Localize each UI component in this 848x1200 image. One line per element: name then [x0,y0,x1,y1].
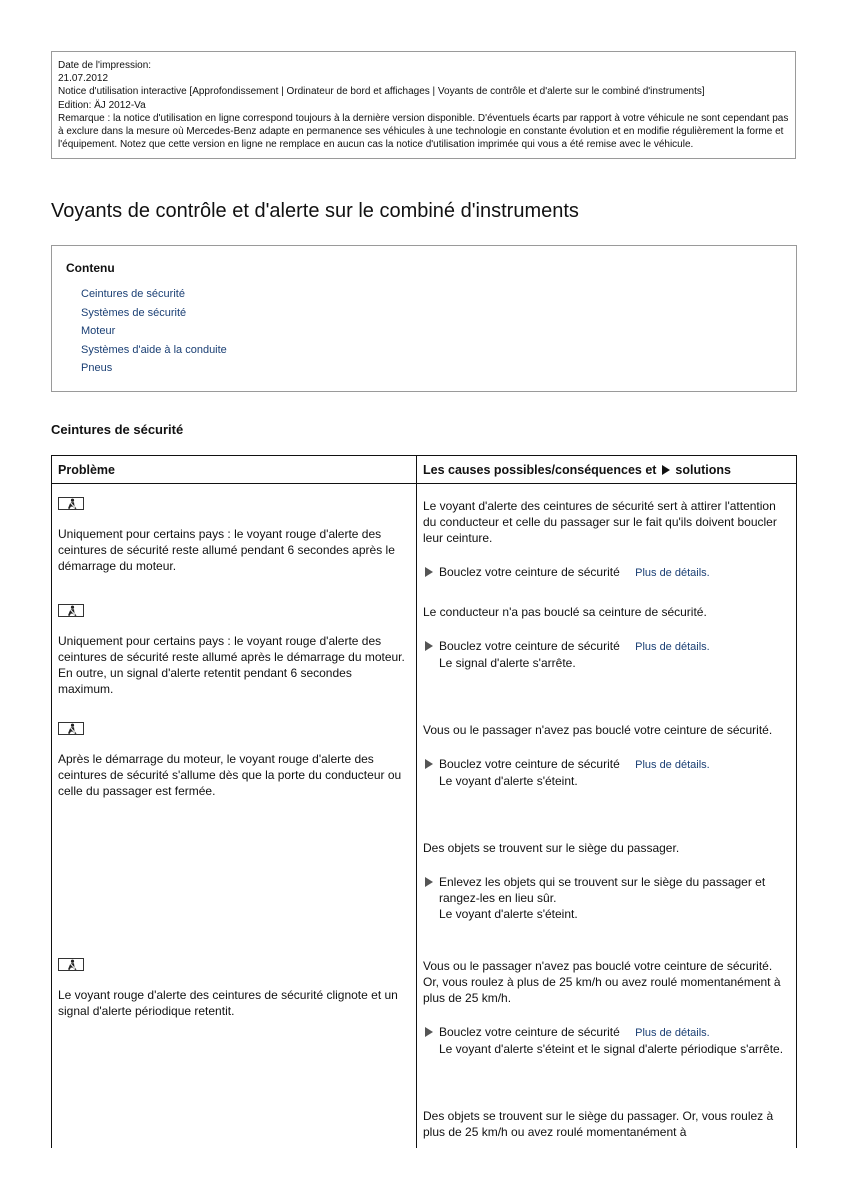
cause-cell [417,1108,797,1148]
problem-text: Uniquement pour certains pays : le voyant rouge d'alerte des ceintures de sécurité reste allumé pendant 6 secondes après le démarrage du moteur. [58,527,395,573]
solution-item [423,638,790,671]
triangle-right-icon [662,465,670,475]
triangle-right-icon [425,1027,433,1037]
solution-item [423,1024,790,1057]
solution-text: Bouclez votre ceinture de sécurité [439,639,620,653]
triangle-right-icon [425,567,433,577]
breadcrumb: Notice d'utilisation interactive [Approfondissement | Ordinateur de bord et affichages | Voyants de contrôle et d'alerte sur le combiné d'instruments] [58,86,705,98]
problem-cell [52,1108,417,1148]
col-header-problem: Problème [52,456,417,484]
toc-heading: Contenu [66,261,115,275]
causes-table [51,455,797,1148]
table-row [52,484,797,605]
section-title: Ceintures de sécurité [51,422,184,437]
table-row [52,1108,797,1148]
print-date-label: Date de l'impression: [58,60,152,71]
solution-note: Le voyant d'alerte s'éteint et le signal d'alerte périodique s'arrête. [439,1042,784,1056]
details-link[interactable]: Plus de détails. [635,641,710,653]
solution-text: Bouclez votre ceinture de sécurité [439,565,620,579]
details-link[interactable]: Plus de détails. [635,567,710,579]
toc-box [51,245,797,392]
toc-list [66,285,782,378]
solution-item [423,756,790,789]
remark: Remarque : la notice d'utilisation en ligne correspond toujours à la dernière version disponible. D'éventuels écarts par rapport à votre véhicule ne sont cependant pas à exclure dans la mesure où Mercedes-Benz adapte en permanence ses véhicules à une technologie en constante évolution et en modifie régulièrement la forme et l'équipement. Notez que cette version en ligne ne remplace en aucun cas la notice d'utilisation imprimée qui vous a été remise avec le véhicule. [58,112,789,151]
edition: Edition: ÄJ 2012-Va [58,99,146,111]
seatbelt-warning-icon [58,604,84,617]
problem-cell [52,484,417,605]
toc-link-pneus[interactable]: Pneus [81,362,113,375]
seatbelt-warning-icon [58,722,84,735]
cause-cell [417,604,797,722]
solution-note: Le voyant d'alerte s'éteint. [439,774,578,788]
page-title: Voyants de contrôle et d'alerte sur le combiné d'instruments [51,200,579,222]
seatbelt-warning-icon [58,958,84,971]
cause-cell [417,484,797,605]
cause-text: Des objets se trouvent sur le siège du passager. Or, vous roulez à plus de 25 km/h ou avez roulé momentanément à [423,1109,774,1139]
problem-text: Uniquement pour certains pays : le voyant rouge d'alerte des ceintures de sécurité reste allumé après le démarrage du moteur. En outre, un signal d'alerte retentit pendant 6 secondes maximum. [58,634,405,696]
triangle-right-icon [425,759,433,769]
toc-link-ceintures[interactable]: Ceintures de sécurité [81,288,185,300]
triangle-right-icon [425,877,433,887]
seatbelt-warning-icon [58,497,84,510]
col-header-causes [417,456,797,484]
problem-cell [52,958,417,1108]
solution-text: Enlevez les objets qui se trouvent sur le siège du passager et rangez-les en lieu sûr. [439,875,766,905]
table-header-row [52,456,797,484]
problem-cell [52,840,417,958]
toc-link-moteur[interactable]: Moteur [81,325,116,338]
cause-text: Des objets se trouvent sur le siège du passager. [423,841,680,855]
cause-cell [417,958,797,1108]
print-date: 21.07.2012 [58,73,109,85]
solution-text: Bouclez votre ceinture de sécurité [439,1025,620,1039]
problem-cell [52,604,417,722]
cause-text: Le conducteur n'a pas bouclé sa ceinture de sécurité. [423,605,707,619]
triangle-right-icon [425,641,433,651]
details-link[interactable]: Plus de détails. [635,1027,710,1039]
col-header-solutions-text: solutions [675,463,731,477]
toc-link-aide-conduite[interactable]: Systèmes d'aide à la conduite [81,343,227,356]
col-header-causes-text: Les causes possibles/conséquences et [423,463,657,477]
problem-text: Le voyant rouge d'alerte des ceintures de sécurité clignote et un signal d'alerte périodique retentit. [58,988,398,1018]
toc-link-systemes-securite[interactable]: Systèmes de sécurité [81,306,187,319]
table-row [52,840,797,958]
solution-item [423,564,790,581]
table-row [52,958,797,1108]
solution-text: Bouclez votre ceinture de sécurité [439,757,620,771]
table-row [52,722,797,840]
cause-text: Vous ou le passager n'avez pas bouclé votre ceinture de sécurité. Or, vous roulez à plus de 25 km/h ou avez roulé momentanément à plus de 25 km/h. [423,959,781,1005]
problem-cell [52,722,417,840]
table-row [52,604,797,722]
solution-item [423,874,790,922]
cause-text: Le voyant d'alerte des ceintures de sécurité sert à attirer l'attention du conducteur et celle du passager sur le fait qu'ils doivent boucler leur ceinture. [423,499,777,545]
cause-text: Vous ou le passager n'avez pas bouclé votre ceinture de sécurité. [423,723,773,737]
cause-cell [417,840,797,958]
solution-note: Le signal d'alerte s'arrête. [439,656,576,670]
solution-note: Le voyant d'alerte s'éteint. [439,907,578,921]
problem-text: Après le démarrage du moteur, le voyant rouge d'alerte des ceintures de sécurité s'allume dès que la porte du conducteur ou celle du passager est fermée. [58,752,402,798]
details-link[interactable]: Plus de détails. [635,759,710,771]
print-info-box [51,51,796,159]
cause-cell [417,722,797,840]
